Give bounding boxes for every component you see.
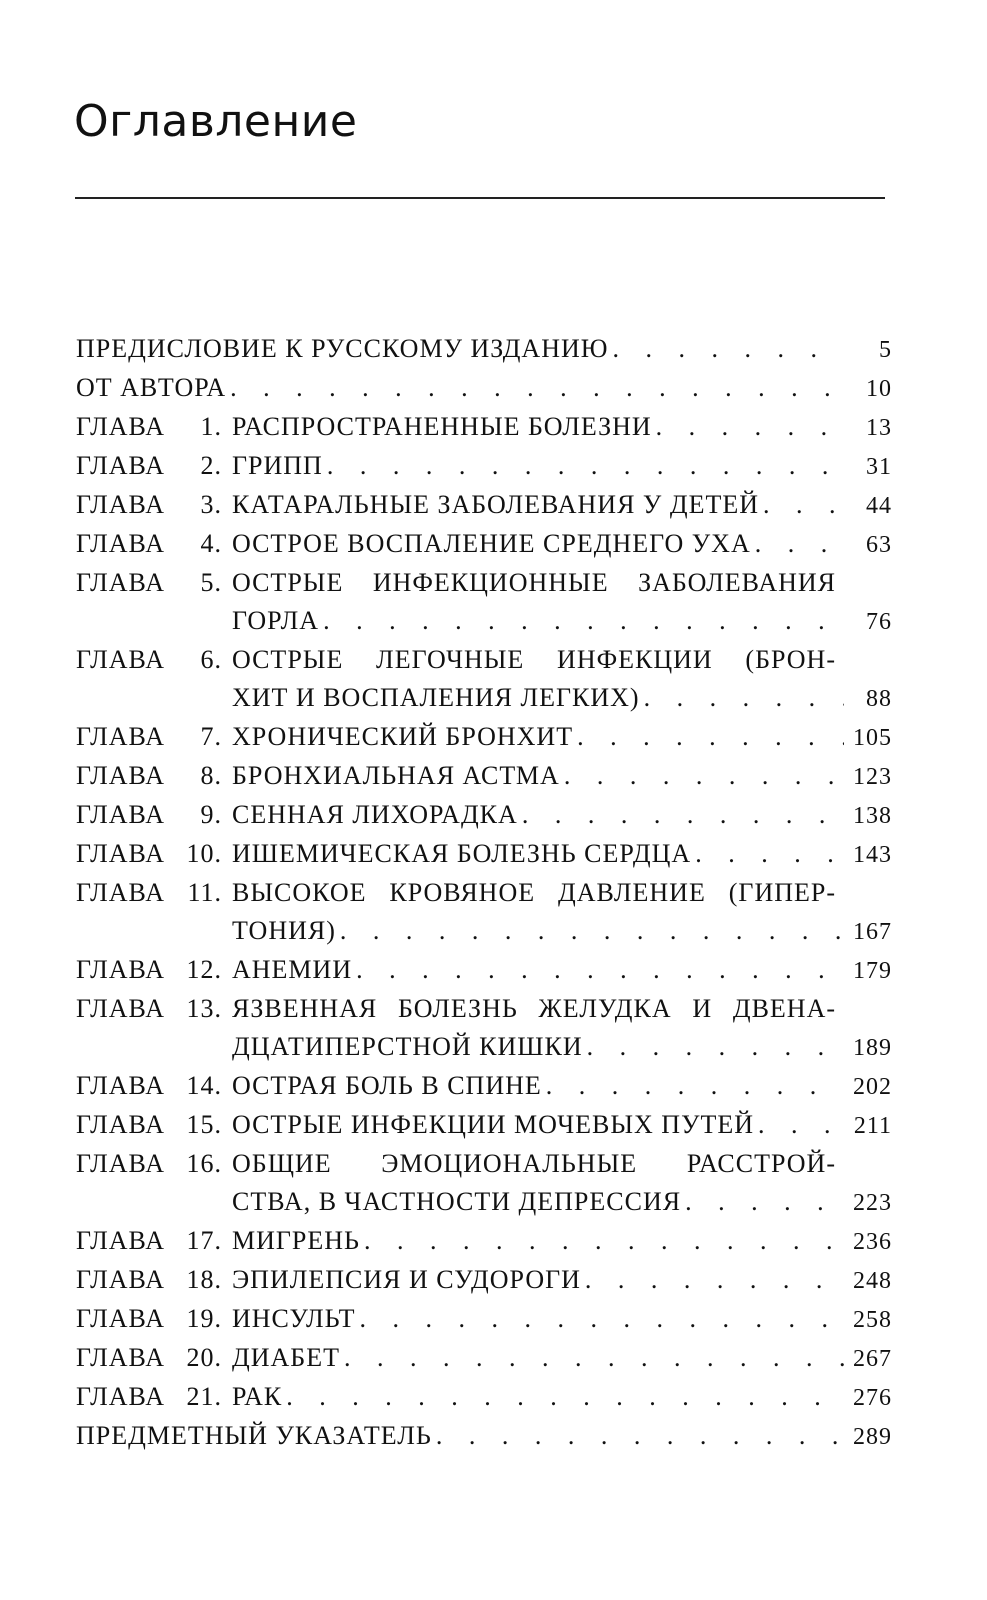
toc-entry-title-line — [232, 835, 892, 874]
toc-entry-body — [224, 718, 892, 757]
toc-entry-title-line — [232, 602, 892, 641]
toc-entry-body — [224, 874, 892, 951]
chapter-label: ГЛАВА — [76, 722, 165, 751]
chapter-number: 4. — [200, 529, 222, 558]
chapter-label: ГЛАВА — [76, 451, 165, 480]
page-number: 258 — [853, 1307, 892, 1333]
toc-entry[interactable] — [76, 1378, 892, 1417]
toc-entry-body — [224, 564, 892, 641]
toc-entry[interactable] — [76, 1300, 892, 1339]
toc-entry-title-line — [76, 330, 892, 369]
toc-entry-title: ХИТ И ВОСПАЛЕНИЯ ЛЕГКИХ) — [232, 683, 640, 712]
dot-leader — [352, 951, 844, 989]
chapter-label: ГЛАВА — [76, 1304, 165, 1333]
page-number: 44 — [866, 493, 892, 519]
toc-entry-title-line — [232, 796, 892, 835]
page-number: 167 — [853, 919, 892, 945]
toc-entry-title: ПРЕДИСЛОВИЕ К РУССКОМУ ИЗДАНИЮ — [76, 334, 609, 363]
toc-entry-title-line — [232, 1183, 892, 1222]
toc-entry-title-line — [232, 951, 892, 990]
dot-leader — [652, 408, 844, 446]
toc-entry-body — [224, 447, 892, 486]
chapter-number: 6. — [200, 645, 222, 674]
toc-entry[interactable] — [76, 564, 892, 641]
chapter-label: ГЛАВА — [76, 568, 165, 597]
chapter-label: ГЛАВА — [76, 800, 165, 829]
toc-entry-title-line: ВЫСОКОЕ КРОВЯНОЕ ДАВЛЕНИЕ (ГИПЕР- — [232, 878, 836, 907]
table-of-contents — [76, 330, 892, 1456]
page-number: 267 — [853, 1346, 892, 1372]
toc-entry-body — [224, 1106, 892, 1145]
toc-entry-title-line — [76, 1417, 892, 1456]
chapter-number: 11. — [187, 878, 222, 907]
dot-leader — [226, 369, 844, 407]
page-number: 211 — [853, 1113, 892, 1139]
chapter-label: ГЛАВА — [76, 761, 165, 790]
dot-leader — [518, 796, 844, 834]
toc-entry-body — [76, 369, 892, 408]
dot-leader — [336, 912, 844, 950]
toc-entry-title-line — [232, 1067, 892, 1106]
toc-entry-title-line — [232, 679, 892, 718]
chapter-label: ГЛАВА — [76, 955, 165, 984]
toc-entry-title-line — [232, 1106, 892, 1145]
page-number: 10 — [866, 376, 892, 402]
toc-entry-title-line: ЯЗВЕННАЯ БОЛЕЗНЬ ЖЕЛУДКА И ДВЕНА- — [232, 994, 836, 1023]
toc-entry[interactable] — [76, 796, 892, 835]
toc-entry-body — [224, 1261, 892, 1300]
toc-entry-title-line — [232, 447, 892, 486]
toc-entry-title: ГОРЛА — [232, 606, 320, 635]
chapter-number: 5. — [200, 568, 222, 597]
toc-entry-title: ДЦАТИПЕРСТНОЙ КИШКИ — [232, 1032, 583, 1061]
toc-entry[interactable] — [76, 1145, 892, 1222]
chapter-label: ГЛАВА — [76, 529, 165, 558]
toc-entry[interactable] — [76, 1339, 892, 1378]
toc-entry-body — [224, 951, 892, 990]
chapter-number: 16. — [186, 1149, 222, 1178]
toc-entry-title-line: ОСТРЫЕ ИНФЕКЦИОННЫЕ ЗАБОЛЕВАНИЯ — [232, 568, 836, 597]
page-number: 289 — [853, 1424, 892, 1450]
toc-entry-body — [224, 641, 892, 718]
toc-entry-title: ПРЕДМЕТНЫЙ УКАЗАТЕЛЬ — [76, 1421, 432, 1450]
dot-leader — [340, 1339, 844, 1377]
toc-entry-body — [224, 1222, 892, 1261]
toc-entry-title-line — [232, 408, 892, 447]
toc-entry-title-line — [232, 525, 892, 564]
toc-entry-title: СТВА, В ЧАСТНОСТИ ДЕПРЕССИЯ — [232, 1187, 682, 1216]
toc-entry[interactable] — [76, 1067, 892, 1106]
toc-entry-body — [224, 1145, 892, 1222]
toc-entry-body — [76, 1417, 892, 1456]
toc-entry-body — [224, 486, 892, 525]
dot-leader — [751, 525, 844, 563]
dot-leader — [608, 330, 844, 368]
toc-entry[interactable] — [76, 990, 892, 1067]
dot-leader — [323, 447, 844, 485]
chapter-label: ГЛАВА — [76, 490, 165, 519]
chapter-label: ГЛАВА — [76, 412, 165, 441]
toc-entry-title-line: ОСТРЫЕ ЛЕГОЧНЫЕ ИНФЕКЦИИ (БРОН- — [232, 645, 836, 674]
page-number: 31 — [866, 454, 892, 480]
chapter-label: ГЛАВА — [76, 645, 165, 674]
chapter-label: ГЛАВА — [76, 1071, 165, 1100]
title-divider — [75, 197, 885, 199]
page-number: 143 — [853, 842, 892, 868]
toc-entry-title-line — [232, 1378, 892, 1417]
dot-leader — [691, 835, 844, 873]
dot-leader — [542, 1067, 844, 1105]
toc-entry-title: ОСТРЫЕ ИНФЕКЦИИ МОЧЕВЫХ ПУТЕЙ — [232, 1110, 755, 1139]
toc-entry-body — [224, 1067, 892, 1106]
toc-entry-body — [224, 990, 892, 1067]
toc-entry-body — [76, 330, 892, 369]
page-number: 189 — [853, 1035, 892, 1061]
toc-entry[interactable] — [76, 757, 892, 796]
dot-leader — [754, 1106, 844, 1144]
page-number: 202 — [853, 1074, 892, 1100]
chapter-label: ГЛАВА — [76, 1382, 165, 1411]
page-number: 88 — [866, 686, 892, 712]
chapter-number: 10. — [186, 839, 222, 868]
chapter-label: ГЛАВА — [76, 994, 165, 1023]
dot-leader — [640, 679, 844, 717]
toc-entry-title: ОТ АВТОРА — [76, 373, 227, 402]
toc-entry-title: ОСТРАЯ БОЛЬ В СПИНЕ — [232, 1071, 542, 1100]
chapter-label: ГЛАВА — [76, 1149, 165, 1178]
toc-entry[interactable] — [76, 1417, 892, 1456]
toc-entry-title: БРОНХИАЛЬНАЯ АСТМА — [232, 761, 560, 790]
toc-entry-title: ОСТРОЕ ВОСПАЛЕНИЕ СРЕДНЕГО УХА — [232, 529, 751, 558]
toc-entry[interactable] — [76, 1222, 892, 1261]
dot-leader — [583, 1028, 844, 1066]
toc-entry[interactable] — [76, 641, 892, 718]
toc-entry-title-line — [232, 912, 892, 951]
toc-entry-title: КАТАРАЛЬНЫЕ ЗАБОЛЕВАНИЯ У ДЕТЕЙ — [232, 490, 759, 519]
chapter-label: ГЛАВА — [76, 1343, 165, 1372]
page-number: 138 — [853, 803, 892, 829]
toc-entry[interactable] — [76, 447, 892, 486]
chapter-number: 9. — [200, 800, 222, 829]
dot-leader — [759, 486, 844, 524]
dot-leader — [560, 757, 844, 795]
toc-entry[interactable] — [76, 874, 892, 951]
chapter-number: 15. — [186, 1110, 222, 1139]
toc-entry-title: ЭПИЛЕПСИЯ И СУДОРОГИ — [232, 1265, 581, 1294]
page-title: Оглавление — [74, 96, 358, 147]
page-number: 223 — [853, 1190, 892, 1216]
toc-entry-body — [224, 525, 892, 564]
chapter-number: 20. — [186, 1343, 222, 1372]
chapter-label: ГЛАВА — [76, 1265, 165, 1294]
toc-entry[interactable] — [76, 369, 892, 408]
page-number: 276 — [853, 1385, 892, 1411]
dot-leader — [573, 718, 844, 756]
toc-entry-title-line — [232, 1300, 892, 1339]
dot-leader — [681, 1183, 844, 1221]
page-number: 236 — [853, 1229, 892, 1255]
chapter-number: 14. — [186, 1071, 222, 1100]
toc-entry-title: ХРОНИЧЕСКИЙ БРОНХИТ — [232, 722, 574, 751]
toc-entry[interactable] — [76, 1106, 892, 1145]
toc-entry-title: МИГРЕНЬ — [232, 1226, 360, 1255]
toc-entry-body — [224, 796, 892, 835]
page-number: 5 — [879, 337, 892, 363]
toc-entry[interactable] — [76, 718, 892, 757]
chapter-number: 17. — [186, 1226, 222, 1255]
toc-entry[interactable] — [76, 1261, 892, 1300]
toc-entry-title: РАК — [232, 1382, 283, 1411]
toc-entry-body — [224, 408, 892, 447]
dot-leader — [319, 602, 844, 640]
chapter-number: 21. — [186, 1382, 222, 1411]
chapter-number: 2. — [200, 451, 222, 480]
page-number: 248 — [853, 1268, 892, 1294]
toc-entry-title-line — [232, 757, 892, 796]
page-number: 63 — [866, 532, 892, 558]
toc-entry-body — [224, 835, 892, 874]
toc-entry-title: ДИАБЕТ — [232, 1343, 340, 1372]
toc-entry-title: РАСПРОСТРАНЕННЫЕ БОЛЕЗНИ — [232, 412, 652, 441]
page-number: 123 — [853, 764, 892, 790]
toc-entry-title-line — [232, 1261, 892, 1300]
page-number: 13 — [866, 415, 892, 441]
toc-entry[interactable] — [76, 486, 892, 525]
toc-entry-body — [224, 1339, 892, 1378]
chapter-number: 1. — [200, 412, 222, 441]
toc-entry-title: ГРИПП — [232, 451, 323, 480]
toc-entry-title-line — [232, 1222, 892, 1261]
toc-entry-body — [224, 1300, 892, 1339]
chapter-number: 12. — [186, 955, 222, 984]
dot-leader — [356, 1300, 844, 1338]
toc-entry-title-line — [232, 486, 892, 525]
chapter-number: 18. — [186, 1265, 222, 1294]
dot-leader — [282, 1378, 844, 1416]
toc-entry-body — [224, 1378, 892, 1417]
toc-entry[interactable] — [76, 951, 892, 990]
toc-entry-title-line — [232, 718, 892, 757]
toc-entry-title: ИШЕМИЧЕСКАЯ БОЛЕЗНЬ СЕРДЦА — [232, 839, 692, 868]
dot-leader — [581, 1261, 844, 1299]
chapter-label: ГЛАВА — [76, 1226, 165, 1255]
chapter-number: 7. — [200, 722, 222, 751]
toc-entry-title-line — [232, 1028, 892, 1067]
dot-leader — [432, 1417, 844, 1455]
chapter-number: 3. — [200, 490, 222, 519]
toc-entry[interactable] — [76, 330, 892, 369]
page-number: 105 — [853, 725, 892, 751]
toc-entry[interactable] — [76, 835, 892, 874]
dot-leader — [360, 1222, 844, 1260]
chapter-number: 13. — [186, 994, 222, 1023]
toc-entry-title: СЕННАЯ ЛИХОРАДКА — [232, 800, 518, 829]
page-number: 179 — [853, 958, 892, 984]
toc-entry[interactable] — [76, 408, 892, 447]
chapter-number: 8. — [200, 761, 222, 790]
chapter-label: ГЛАВА — [76, 1110, 165, 1139]
page-number: 76 — [866, 609, 892, 635]
toc-entry-title-line: ОБЩИЕ ЭМОЦИОНАЛЬНЫЕ РАССТРОЙ- — [232, 1149, 836, 1178]
toc-entry-title-line — [232, 1339, 892, 1378]
toc-entry-title: ТОНИЯ) — [232, 916, 336, 945]
toc-entry-title: АНЕМИИ — [232, 955, 353, 984]
chapter-label: ГЛАВА — [76, 839, 165, 868]
chapter-number: 19. — [186, 1304, 222, 1333]
toc-entry-title: ИНСУЛЬТ — [232, 1304, 356, 1333]
toc-entry-title-line — [76, 369, 892, 408]
toc-entry-body — [224, 757, 892, 796]
toc-entry[interactable] — [76, 525, 892, 564]
chapter-label: ГЛАВА — [76, 878, 165, 907]
